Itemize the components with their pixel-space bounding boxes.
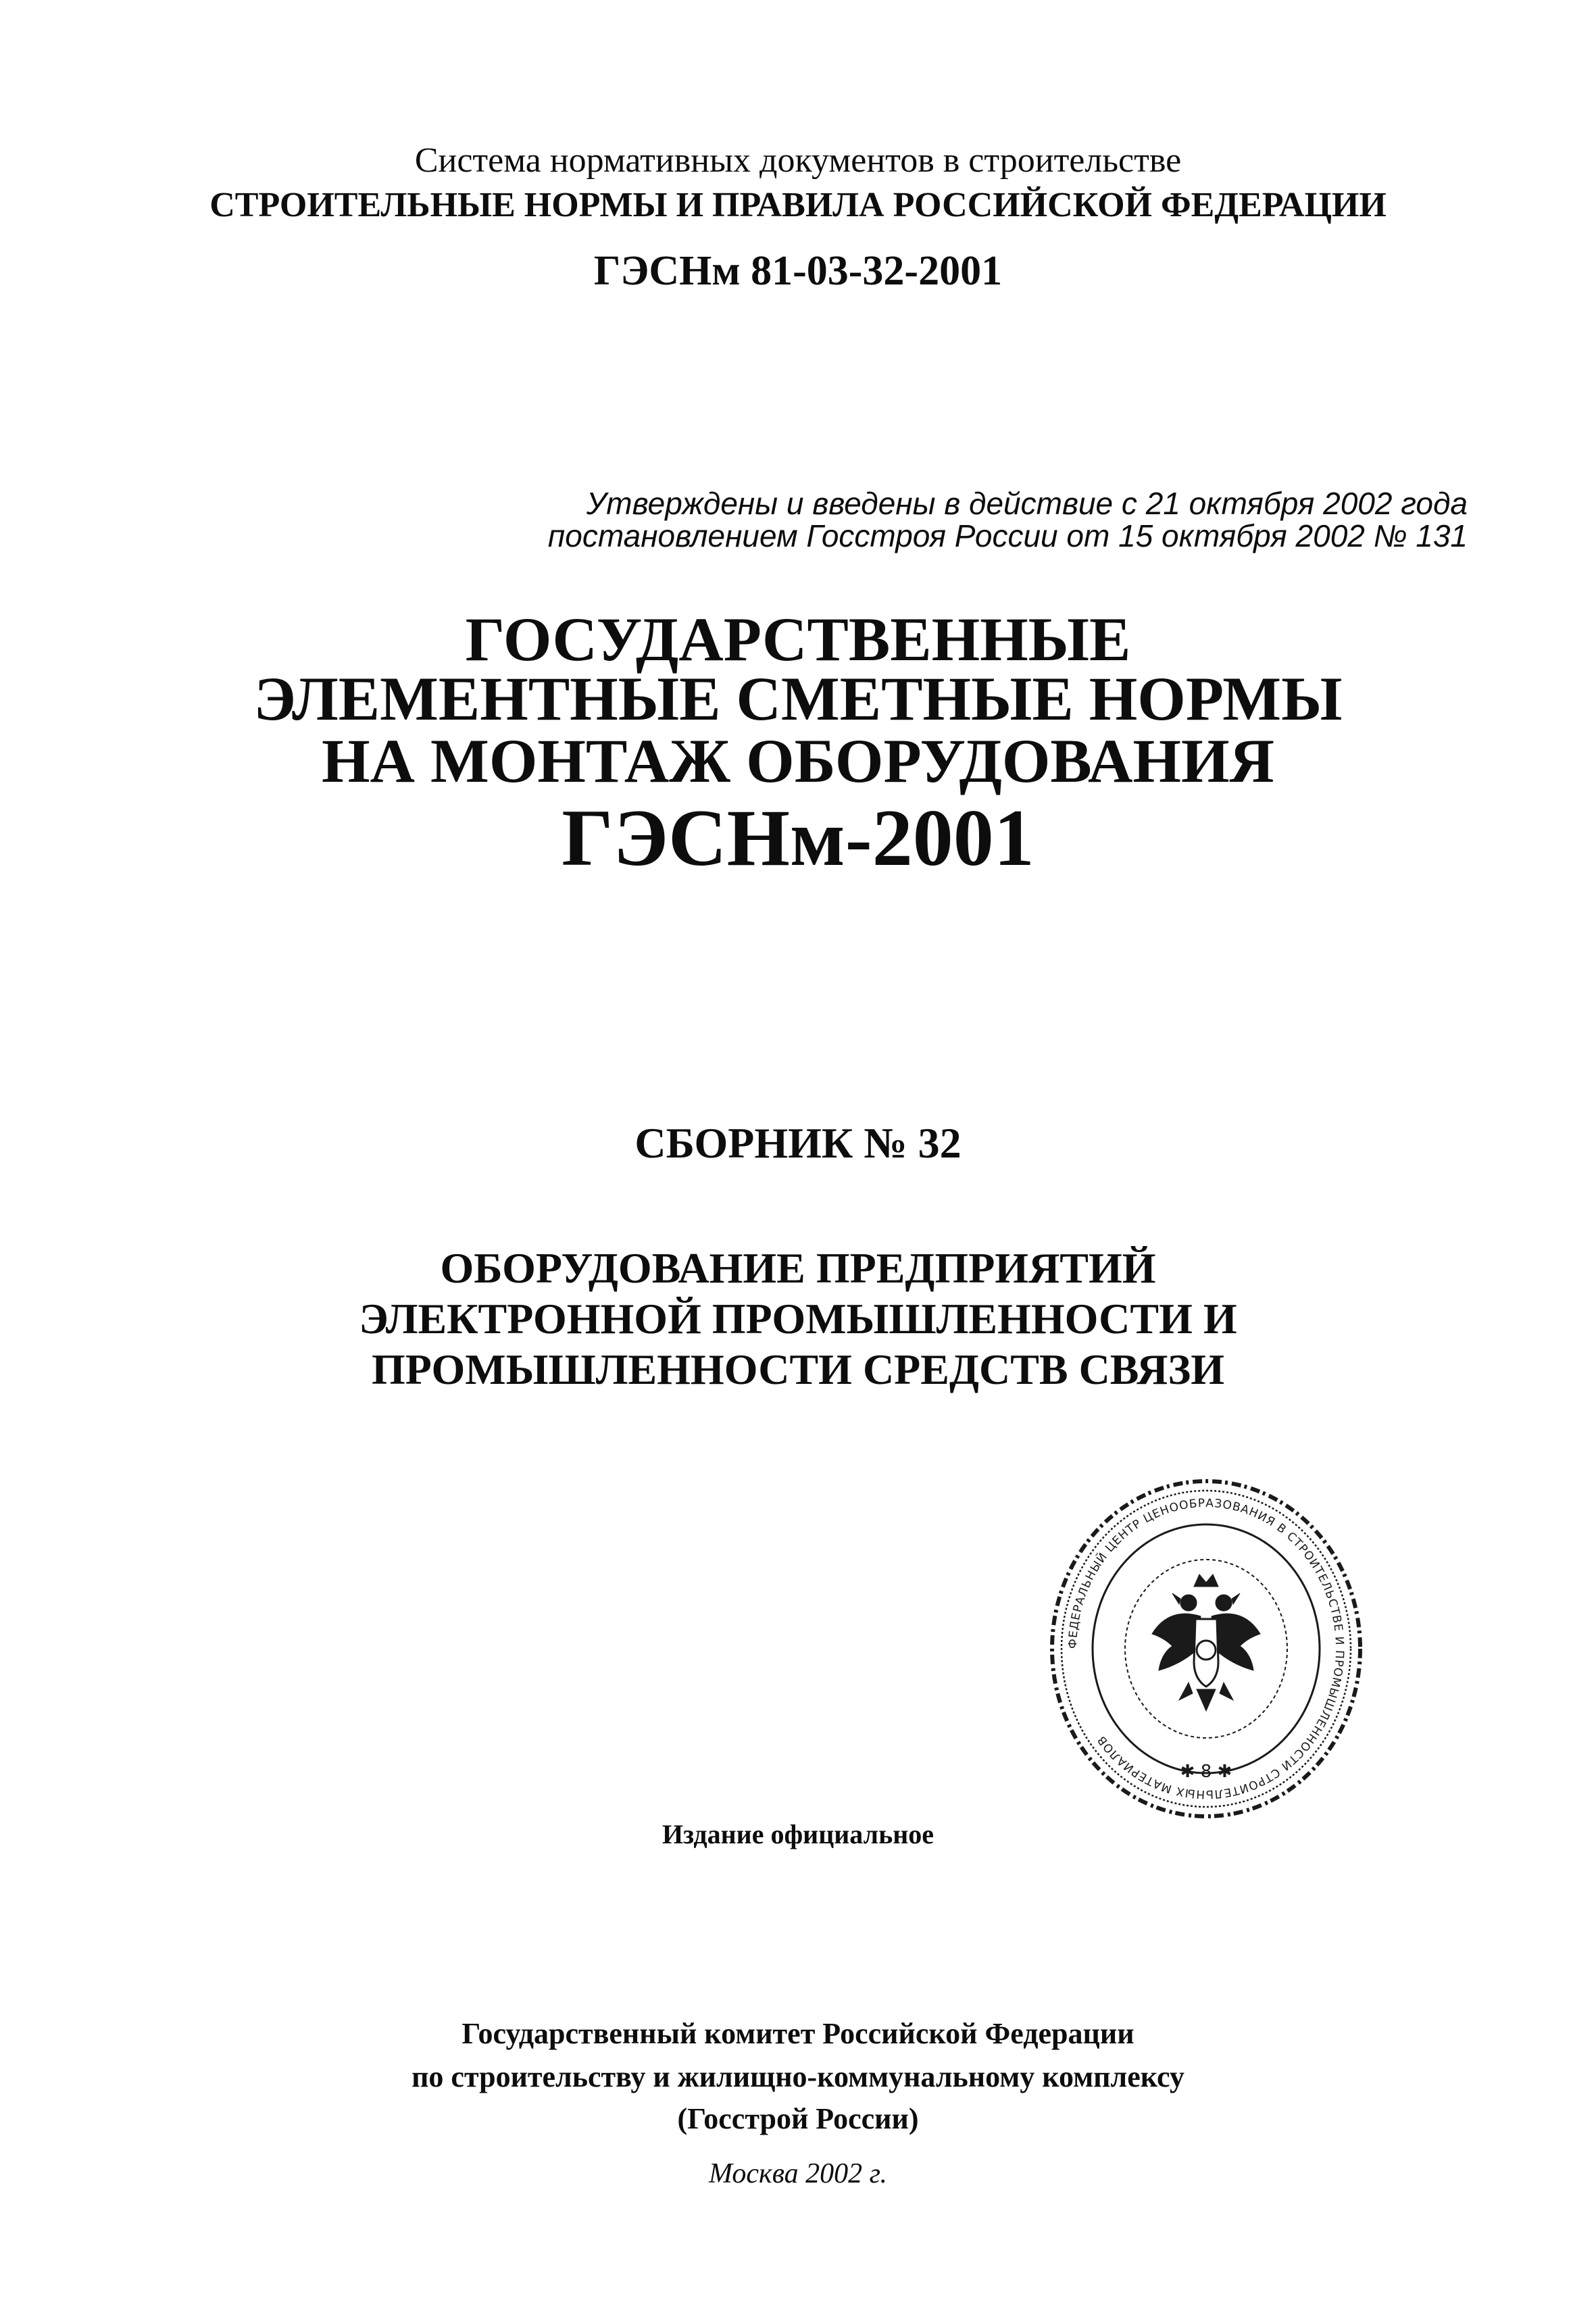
official-seal-icon (1044, 1460, 1368, 1838)
collection-number: СБОРНИК № 32 (634, 1119, 962, 1167)
approval-line-1: Утверждены и введены в действие с 21 октября 2002 года (586, 486, 1468, 521)
approval-line-2: постановлением Госстроя России от 15 октября 2002 № 131 (547, 518, 1468, 553)
publisher-line-2: по строительству и жилищно-коммунальному комплексу (412, 2060, 1184, 2093)
main-title-line-3: НА МОНТАЖ ОБОРУДОВАНИЯ (321, 726, 1274, 795)
snip-title: СТРОИТЕЛЬНЫЕ НОРМЫ И ПРАВИЛА РОССИЙСКОЙ ФЕДЕРАЦИИ (209, 186, 1387, 224)
collection-name-line-1: ОБОРУДОВАНИЕ ПРЕДПРИЯТИЙ (440, 1244, 1156, 1292)
svg-text:✱ 8 ✱: ✱ 8 ✱ (1180, 1762, 1232, 1782)
svg-text:ФЕДЕРАЛЬНЫЙ ЦЕНТР ЦЕНООБРАЗОВА: ФЕДЕРАЛЬНЫЙ ЦЕНТР ЦЕНООБРАЗОВАНИЯ В СТРОИТЕЛЬСТВЕ И ПРОМЫШЛЕННОСТИ СТРОИТЕЛЬНЫХ МАТЕРИАЛОВ (1066, 1496, 1347, 1801)
collection-name-line-3: ПРОМЫШЛЕННОСТИ СРЕДСТВ СВЯЗИ (371, 1345, 1225, 1393)
collection-name-line-2: ЭЛЕКТРОННОЙ ПРОМЫШЛЕННОСТИ И (359, 1295, 1237, 1343)
system-title: Система нормативных документов в строительстве (414, 141, 1182, 180)
edition-note: Издание официальное (662, 1819, 934, 1849)
main-title-line-2: ЭЛЕМЕНТНЫЕ СМЕТНЫЕ НОРМЫ (253, 664, 1343, 733)
city-year: Москва 2002 г. (709, 2158, 887, 2189)
main-title-code: ГЭСНм-2001 (562, 793, 1034, 882)
publisher-line-3: (Госстрой России) (677, 2102, 919, 2135)
publisher-line-1: Государственный комитет Российской Федерации (462, 2017, 1134, 2050)
document-code: ГЭСНм 81-03-32-2001 (593, 248, 1003, 294)
main-title-line-1: ГОСУДАРСТВЕННЫЕ (465, 605, 1131, 674)
